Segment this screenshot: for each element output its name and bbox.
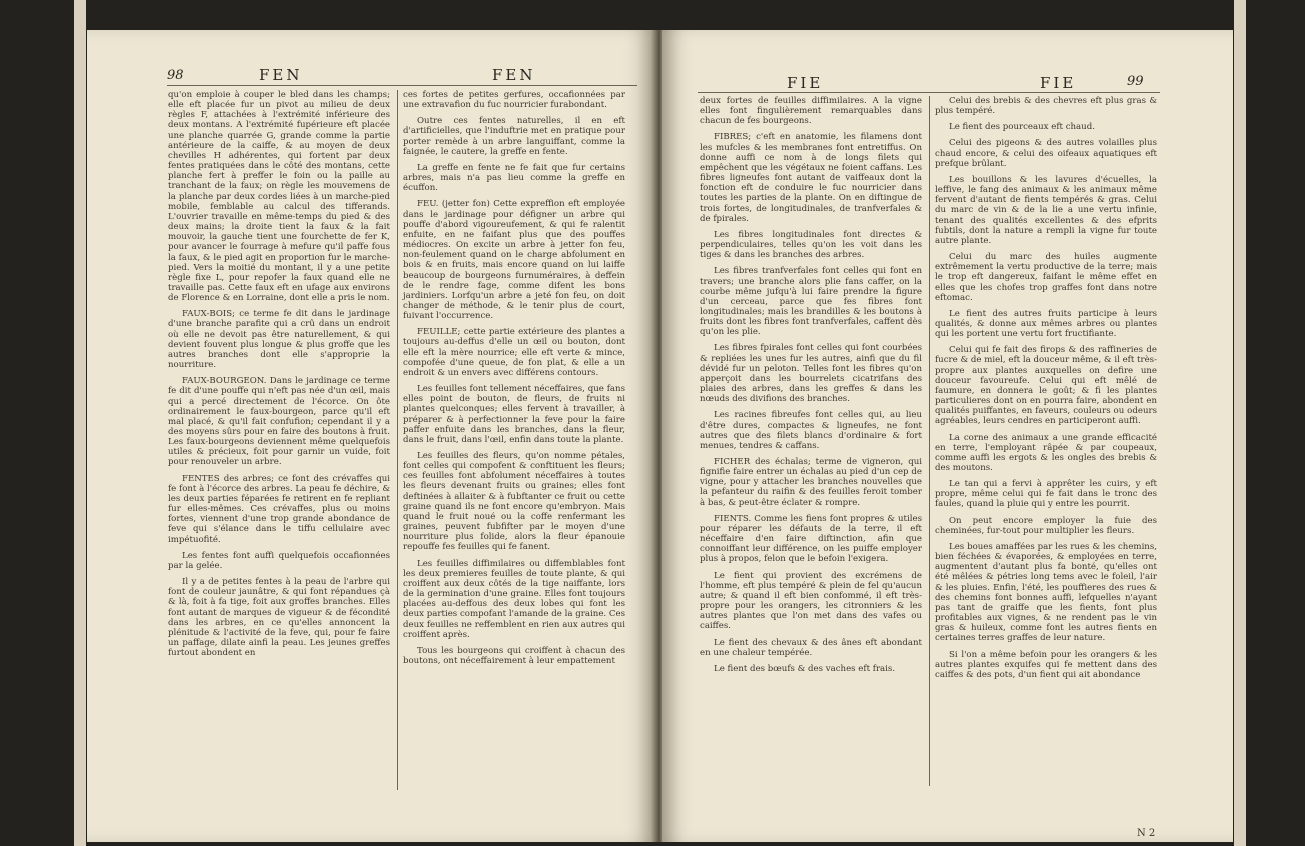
page-edge-right — [1234, 0, 1246, 846]
paragraph: qu'on emploie à couper le bled dans les champs; elle eft placée fur un pivot au milieu de deux règles F, attachées à l'extrémité inférieure des deux montans. A l'extrémité fupérieure eft placée une planche quarrée G, grande comme la partie antérieure de la caiffe, & au moyen de deux chevilles H adhérentes, qui fortent par deux fentes pratiquées dans le côté des montans, cette planche fert à preffer le foin ou la paille au tranchant de la faux; on règle les mouvemens de la planche par deux cordes liées à un marche-pied mobile, femblable au calcul des tifferands. L'ouvrier travaille en même-temps du pied & des deux mains; la droite tient la faux & la fait mouvoir, la gauche tient une fourchette de fer K, pour avancer le fourrage à mefure qu'il paffe fous la faux, & le pied agit en proportion fur le marche-pied. Vers la moitié du montant, il y a une petite règle fixe L, pour repofer la faux quand elle ne travaille pas. Cette faux eft en ufage aux environs de Florence & en Lorraine, dont elle a pris le nom. — [168, 90, 390, 304]
paragraph: deux fortes de feuilles diffimilaires. A la vigne elles font fingulièrement remarquables dans chacun de fes bourgeons. — [700, 96, 922, 127]
signature-mark: N 2 — [1137, 828, 1156, 839]
paragraph: Tous les bourgeons qui croiffent à chacun des boutons, ont néceffairement à leur empattement — [403, 645, 625, 666]
page-number: 99 — [1127, 74, 1144, 89]
paragraph: Les fentes font auffi quelquefois occafionnées par la gelée. — [168, 550, 390, 571]
paragraph: FAUX-BOURGEON. Dans le jardinage ce terme fe dit d'une pouffe qui n'eft pas née d'un œil, mais qui a percé directement de l'écorce. On ôte ordinairement le faux-bourgeon, parce qu'il eft mal placé, & qu'il fait confufion; cependant il y a des moyens sûrs pour en faire des boutons à fruit. Les faux-bourgeons deviennent même quelquefois utiles & précieux, foit pour garnir un vuide, foit pour renouveler un arbre. — [168, 376, 390, 468]
paragraph: Les fibres tranfverfales font celles qui font en travers; une branche alors plie fans caffer, on la courbe même jufqu'à lui faire prendre la figure d'un cerceau, parce que fes fibres font longitudinales; mais les brandilles & les boutons à fruits dont les fibres font tranfverfales, caffent dès qu'on les plie. — [700, 266, 922, 338]
paragraph: Les feuilles diffimilaires ou diffemblables font les deux premieres feuilles de toute plante, & qui croiffent aux deux côtés de la tige naiffante, lors de la germination d'une graine. Elles font toujours placées au-deffous des deux lobes qui font les deux parties compofant l'amande de la graine. Ces deux feuilles ne reffemblent en rien aux autres qui croiffent après. — [403, 558, 625, 640]
paragraph: Celui qui fe fait des firops & des raffineries de fucre & de miel, eft la douceur même, & il eft très-propre aux plantes auxquelles on defire une douceur favoureufe. Celui qui eft mêlé de faumure, en donnera le goût; & fi les plantes particulieres dont on en pourra faire, abondent en qualités puiffantes, en faveurs, couleurs ou odeurs agréables, leurs cendres en participeront auffi. — [935, 345, 1157, 427]
paragraph: La greffe en fente ne fe fait que fur certains arbres, mais n'a pas lieu comme la greffe en écuffon. — [403, 162, 625, 194]
paragraph: Celui des pigeons & des autres volailles plus chaud encore, & celui des oifeaux aquatiques eft prefque brûlant. — [935, 138, 1157, 169]
paragraph: Les feuilles font tellement néceffaires, que fans elles point de bouton, de fleurs, de fruits ni plantes quelconques; elles fervent à travailler, à préparer & à perfectionner la feve pour la faire paffer enfuite dans les branches, dans la fleur, dans le fruit, dans l'œil, enfin dans toute la plante. — [403, 384, 625, 445]
left-page — [87, 30, 654, 842]
right-page — [662, 30, 1233, 842]
paragraph: ces fortes de petites gerfures, occafionnées par une extravafion du fuc nourricier furabondant. — [403, 90, 625, 111]
paragraph: Les bouillons & les lavures d'écuelles, la leffive, le fang des animaux & les animaux même fervent d'autant de fients tempérés & gras. Celui du marc de vin & de la lie a une vertu infinie, tenant des qualités excellentes & des efprits fubtils, dont la nature a rempli la vigne fur toute autre plante. — [935, 174, 1157, 246]
paragraph: FEUILLE; cette partie extérieure des plantes a toujours au-deffus d'elle un œil ou bouton, dont elle eft la mère nourrice; elle eft verte & mince, compofée d'une queue, de fon plat, & elle a un endroit & un envers avec différens contours. — [403, 327, 625, 378]
running-head: FEN — [492, 66, 536, 84]
paragraph: Il y a de petites fentes à la peau de l'arbre qui font de couleur jaunâtre, & qui font répandues çà & là, foit à fa tige, foit aux groffes branches. Elles font autant de marques de vigueur & de fécondité dans les arbres, en ce qu'elles annoncent la plénitude & l'activité de la feve, qui, pour fe faire un paffage, dilate ainfi la peau. Les jeunes greffes furtout abondent en — [168, 577, 390, 659]
column-rule — [929, 96, 930, 786]
paragraph: Les racines fibreufes font celles qui, au lieu d'être dures, compactes & ligneufes, ne font autres que des filets blancs d'ordinaire & fort menues, tendres & caffans. — [700, 410, 922, 451]
paragraph: Le fient des bœufs & des vaches eft frais. — [714, 663, 896, 674]
paragraph: Les fibres longitudinales font directes & perpendiculaires, telles qu'on les voit dans les tiges & dans les branches des arbres. — [700, 229, 922, 261]
paragraph: FENTES des arbres; ce font des crévaffes qui fe font à l'écorce des arbres. La peau fe déchire, & les deux parties féparées fe retirent en fe repliant fur elles-mêmes. Ces crévaffes, plus ou moins fortes, viennent d'une trop grande abondance de feve qui s'élance dans le tiffu cellulaire avec impétuofité. — [168, 473, 390, 545]
paragraph: La corne des animaux a une grande efficacité en terre, l'employant râpée & par coupeaux, comme auffi les ergots & les ongles des brebis & des moutons. — [935, 432, 1157, 473]
header-rule — [698, 92, 1160, 93]
paragraph: Celui des brebis & des chevres eft plus gras & plus tempéré. — [935, 96, 1157, 117]
paragraph: Le fient des pourceaux eft chaud. — [949, 122, 1095, 133]
paragraph: FEU. (jetter fon) Cette expreffion eft employée dans le jardinage pour défigner un arbre qui pouffe d'abord vigoureufement, & qui fe ralentit enfuite, en ne faifant plus que des pouffes médiocres. On excite un arbre à jetter fon feu, non-feulement quand on le charge abfolument en bois & en fruits, mais encore quand on lui laiffe beaucoup de bourgeons furnuméraires, à deffein de le rendre fage, comme difent les bons jardiniers. Lorfqu'un arbre a jeté fon feu, on doit changer de méthode, & le tenir plus de court, fuivant l'occurrence. — [403, 199, 625, 322]
text-column-2 — [403, 90, 625, 672]
running-head: FIE — [787, 74, 824, 92]
paragraph: FAUX-BOIS; ce terme fe dit dans le jardinage d'une branche parafite qui a crû dans un endroit où elle ne devoit pas être naturellement, & qui devient fouvent plus longue & plus groffe que les autres branches dont elle s'approprie la nourriture. — [168, 309, 390, 371]
paragraph: Outre ces fentes naturelles, il en eft d'artificielles, que l'induftrie met en pratique pour porter remède à un arbre languiffant, comme la faignée, le cautere, la greffe en fente. — [403, 116, 625, 157]
page-edge-left — [74, 0, 86, 846]
paragraph: FIBRES; c'eft en anatomie, les filamens dont les mufcles & les membranes font entretiffus. On donne auffi ce nom à de longs filets qui empêchent que les végétaux ne foient caffans. Les fibres ligneufes font autant de vaiffeaux dont la fonction eft de conduire le fuc nourricier dans toutes les parties de la plante. On en diftingue de trois fortes, de longitudinales, de tranfverfales & de fpirales. — [700, 132, 922, 224]
running-head: FEN — [259, 66, 303, 84]
paragraph: Le fient qui provient des excrémens de l'homme, eft plus tempéré & plein de fel qu'aucun autre; & quand il eft bien confommé, il eft très-propre pour les orangers, les citronniers & les autres plantes que l'on met dans des vafes ou caiffes. — [700, 570, 922, 632]
page-number: 98 — [167, 68, 184, 83]
paragraph: FIENTS. Comme les fiens font propres & utiles pour réparer les défauts de la terre, il eft néceffaire d'en faire diftinction, afin que connoiffant leur différence, on les puiffe employer plus à propos, felon que le befoin l'exigera. — [700, 513, 922, 565]
paragraph: Le fient des autres fruits participe à leurs qualités, & donne aux mêmes arbres ou plantes qui les portent une vertu fort fructifiante. — [935, 308, 1157, 340]
header-rule — [167, 85, 637, 86]
paragraph: Les boues amaffées par les rues & les chemins, bien féchées & évaporées, & employées en terre, augmentent d'autant plus fa bonté, qu'elles ont été mêlées & pétries long tems avec le foleil, l'air & les pluies. Enfin, l'été, les pouffieres des rues & des chemins font bonnes auffi, lefquelles n'ayant pas tant de graiffe que les fients, font plus profitables aux vignes, & ne rendent pas le vin gras & huileux, comme font les autres fients en certaines terres graffes de leur nature. — [935, 541, 1157, 644]
column-rule — [397, 90, 398, 790]
paragraph: Les fibres fpirales font celles qui font courbées & repliées les unes fur les autres, ainfi que du fil dévidé fur un peloton. Telles font les fibres qu'on apperçoit dans les bourrelets cicatrifans des plaies des arbres, dans les greffes & dans les nœuds des divifions des branches. — [700, 343, 922, 405]
paragraph: On peut encore employer la fuie des cheminées, fur-tout pour multiplier les fleurs. — [935, 515, 1157, 536]
paragraph: Le tan qui a fervi à apprêter les cuirs, y eft propre, même celui qui fe fait dans le tronc des faules, quand la pluie qui y entre les pourrit. — [935, 479, 1157, 510]
text-column-1 — [168, 90, 390, 664]
paragraph: Le fient des chevaux & des ânes eft abondant en une chaleur tempérée. — [700, 637, 922, 658]
paragraph: Celui du marc des huiles augmente extrêmement la vertu productive de la terre; mais le trop eft dangereux, faifant le même effet en elles que les chofes trop graffes font dans notre eftomac. — [935, 252, 1157, 303]
paragraph: Les feuilles des fleurs, qu'on nomme pétales, font celles qui compofent & conftituent les fleurs; ces feuilles font abfolument néceffaires à toutes les fleurs devenant fruits ou graines; elles font deftinées à allaiter & à fubftanter ce fruit ou cette graine quand ils ne font encore qu'embryon. Mais quand le fruit noué ou la coffe renfermant les graines, peuvent fubfifter par le moyen d'une nourriture plus folide, alors la fleur épanouie repouffe fes feuilles qui fe fanent. — [403, 451, 625, 553]
text-column-2 — [935, 96, 1157, 686]
paragraph: FICHER des échalas; terme de vigneron, qui fignifie faire entrer un échalas au pied d'un cep de vigne, pour y attacher les branches nouvelles que la pefanteur du raifin & des feuilles feroit tomber à bas, & peut-être éclater & rompre. — [700, 457, 922, 508]
running-head: FIE — [1040, 74, 1077, 92]
text-column-1 — [700, 96, 922, 680]
paragraph: Si l'on a même befoin pour les orangers & les autres plantes exquifes qui fe mettent dans des caiffes & des pots, d'un fient qui ait abondance — [935, 649, 1157, 680]
